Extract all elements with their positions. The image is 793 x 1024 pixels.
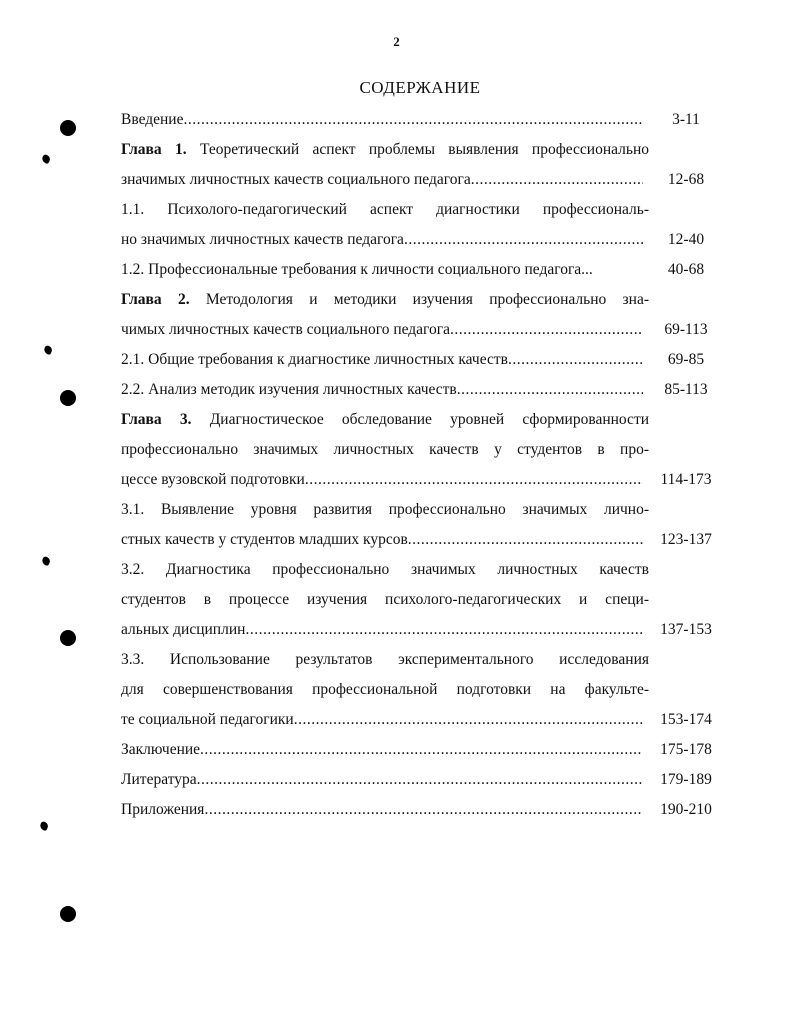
toc-entry-text: 1.1. Психолого-педагогический аспект диагностики профессиональ-: [121, 201, 649, 218]
toc-entry-1-1: [121, 195, 726, 225]
toc-entry-text: 2.2. Анализ методик изучения личностных качеств: [121, 381, 457, 398]
toc-entry-introduction: [121, 105, 726, 135]
toc-entry-pages: 190-210: [660, 801, 712, 818]
toc-entry-text: Приложения: [121, 801, 205, 818]
leader-dots: [457, 375, 643, 405]
toc-entry-pages: 3-11: [672, 111, 700, 128]
toc-entry-2-1: [121, 345, 726, 375]
toc-entry-pages: 179-189: [660, 771, 712, 788]
toc-entry-conclusion: [121, 735, 726, 765]
leader-dots: [183, 105, 643, 135]
toc-entry-text: 3.1. Выявление уровня развития профессионально значимых лично-: [121, 501, 649, 518]
leader-dots: [450, 315, 643, 345]
leader-dots: [404, 225, 643, 255]
toc-entry-text: 2.1. Общие требования к диагностике личностных качеств: [121, 351, 508, 368]
toc-entry-appendices: [121, 795, 726, 825]
toc-entry-text: Методология и методики изучения профессионально зна-: [205, 291, 650, 308]
leader-dots: [408, 525, 643, 555]
toc-entry-text: Диагностическое обследование уровней сформированности: [209, 411, 650, 428]
toc-entry-text: для совершенствования профессиональной подготовки на факульте-: [121, 681, 649, 698]
toc-entry-pages: 137-153: [660, 621, 712, 638]
toc-entry-text: 1.2. Профессиональные требования к личности социального педагога...: [121, 261, 593, 278]
toc-entry-pages: 114-173: [660, 471, 712, 488]
toc-entry-text: Теоретический аспект проблемы выявления профессионально: [199, 141, 649, 158]
toc-entry-text: 3.2. Диагностика профессионально значимых личностных качеств: [121, 561, 649, 578]
toc-entry-pages: 40-68: [667, 261, 705, 278]
toc-entry-1-2: [121, 255, 726, 285]
toc-entry-pages: 12-40: [667, 231, 705, 248]
leader-dots: [204, 795, 643, 825]
toc-entry-text: цессе вузовской подготовки: [121, 471, 305, 488]
toc-entry-pages: 153-174: [660, 711, 712, 728]
binder-hole: [60, 390, 76, 406]
chapter-label: Глава 2.: [121, 291, 190, 308]
toc-entry-references: [121, 765, 726, 795]
binder-hole: [60, 906, 76, 922]
toc-entry-2-2: [121, 375, 726, 405]
toc-title: СОДЕРЖАНИЕ: [359, 78, 481, 97]
toc-entry-text: Заключение: [121, 741, 201, 758]
toc-entry-text: 3.3. Использование результатов экспериментального исследования: [121, 651, 649, 668]
toc-entry-text: Введение: [121, 111, 184, 128]
toc-entry-text: те социальной педагогики: [121, 711, 294, 728]
toc-entry-text: но значимых личностных качеств педагога: [121, 231, 404, 248]
table-of-contents: [121, 105, 726, 825]
page-number: 2: [393, 34, 400, 49]
chapter-label: Глава 1.: [121, 141, 187, 158]
leader-dots: [200, 735, 643, 765]
leader-dots: [305, 465, 643, 495]
toc-entry-chapter-1: [121, 135, 726, 165]
binder-hole: [60, 120, 76, 136]
leader-dots: [245, 615, 643, 645]
toc-entry-text: студентов в процессе изучения психолого-педагогических и специ-: [121, 591, 649, 608]
toc-entry-pages: 175-178: [660, 741, 712, 758]
toc-entry-text: альных дисциплин: [121, 621, 246, 638]
scan-speck: [41, 556, 52, 567]
chapter-label: Глава 3.: [121, 411, 192, 428]
leader-dots: [294, 705, 643, 735]
binder-hole: [60, 630, 76, 646]
toc-entry-3-2: [121, 555, 726, 585]
leader-dots: [508, 345, 643, 375]
toc-entry-text: Литература: [121, 771, 197, 788]
toc-entry-text: профессионально значимых личностных качеств у студентов в про-: [121, 441, 649, 458]
toc-entry-pages: 12-68: [667, 171, 705, 188]
scan-speck: [41, 154, 52, 165]
toc-entry-chapter-2: [121, 285, 726, 315]
toc-entry-pages: 85-113: [664, 381, 708, 398]
toc-entry-3-3: [121, 645, 726, 675]
toc-entry-pages: 69-113: [664, 321, 708, 338]
toc-entry-text: значимых личностных качеств социального педагога: [121, 171, 471, 188]
toc-entry-pages: 123-137: [660, 531, 712, 548]
scan-speck: [39, 821, 50, 832]
toc-entry-3-1: [121, 495, 726, 525]
leader-dots: [471, 165, 643, 195]
toc-entry-text: чимых личностных качеств социального педагога: [121, 321, 451, 338]
leader-dots: [197, 765, 643, 795]
toc-entry-chapter-3: [121, 405, 726, 435]
toc-entry-pages: 69-85: [667, 351, 705, 368]
toc-entry-text: стных качеств у студентов младших курсов: [121, 531, 408, 548]
scan-speck: [43, 345, 54, 356]
